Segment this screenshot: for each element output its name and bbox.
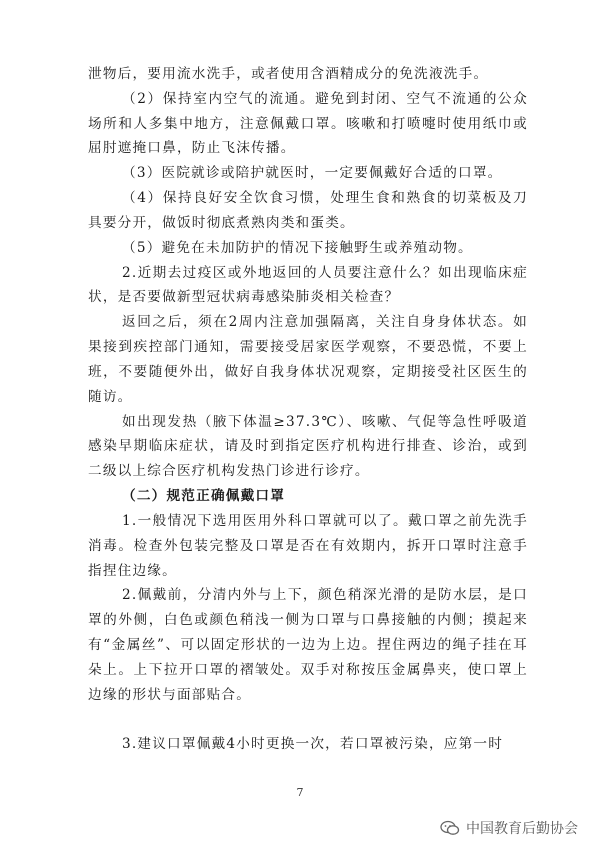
wechat-icon <box>440 820 460 836</box>
paragraph-fever-advice: 如出现发热（腋下体温≥37.3℃）、咳嗽、气促等急性呼吸道感染早期临床症状，请及时到指定医疗机构进行排查、诊治，或到二级以上综合医疗机构发热门诊进行诊疗。 <box>88 413 528 480</box>
paragraph-mask-3: 3.建议口罩佩戴4小时更换一次，若口罩被污染，应第一时 <box>122 736 504 753</box>
paragraph-item-4: （4）保持良好安全饮食习惯，处理生食和熟食的切菜板及刀具要分开，做饭时彻底煮熟肉类和蛋类。 <box>88 190 528 231</box>
paragraph-continuation: 泄物后，要用流水洗手，或者使用含酒精成分的免洗液洗手。 <box>88 66 489 82</box>
paragraph-item-3: （3）医院就诊或陪护就医时，一定要佩戴好合适的口罩。 <box>122 165 503 182</box>
section-heading: （二）规范正确佩戴口罩 <box>122 488 286 505</box>
paragraph-return-advice: 返回之后，须在2周内注意加强隔离，关注自身身体状态。如果接到疾控部门通知，需要接受居家医学观察，不要恐慌，不要上班，不要随便外出，做好自我身体状况观察，定期接受社区医生的随访。 <box>88 314 528 405</box>
paragraph-question-2: 2.近期去过疫区或外地返回的人员要注意什么？如出现临床症状，是否要做新型冠状病毒感染肺炎相关检查？ <box>88 264 528 306</box>
paragraph-mask-2: 2.佩戴前，分清内外与上下，颜色稍深光滑的是防水层，是口罩的外侧，白色或颜色稍浅一侧为口罩与口鼻接触的内侧；摸起来有“金属丝”、可以固定形状的一边为上边。捏住两边的绳子挂在耳朵上。上下拉开口罩的褶皱处。双手对称按压金属鼻夹，使口罩上边缘的形状与面部贴合。 <box>88 587 528 703</box>
watermark <box>440 818 578 838</box>
paragraph-item-5: （5）避免在未加防护的情况下接触野生或养殖动物。 <box>122 239 473 256</box>
watermark-text: 中国教育后勤协会 <box>466 821 578 837</box>
paragraph-item-2: （2）保持室内空气的流通。避免到封闭、空气不流通的公众场所和人多集中地方，注意佩戴口罩。咳嗽和打喷嚏时使用纸巾或屈肘遮掩口鼻，防止飞沫传播。 <box>88 90 528 157</box>
page-number: 7 <box>296 786 304 799</box>
paragraph-mask-1: 1.一般情况下选用医用外科口罩就可以了。戴口罩之前先洗手消毒。检查外包装完整及口罩是否在有效期内，拆开口罩时注意手指捏住边缘。 <box>88 512 528 579</box>
